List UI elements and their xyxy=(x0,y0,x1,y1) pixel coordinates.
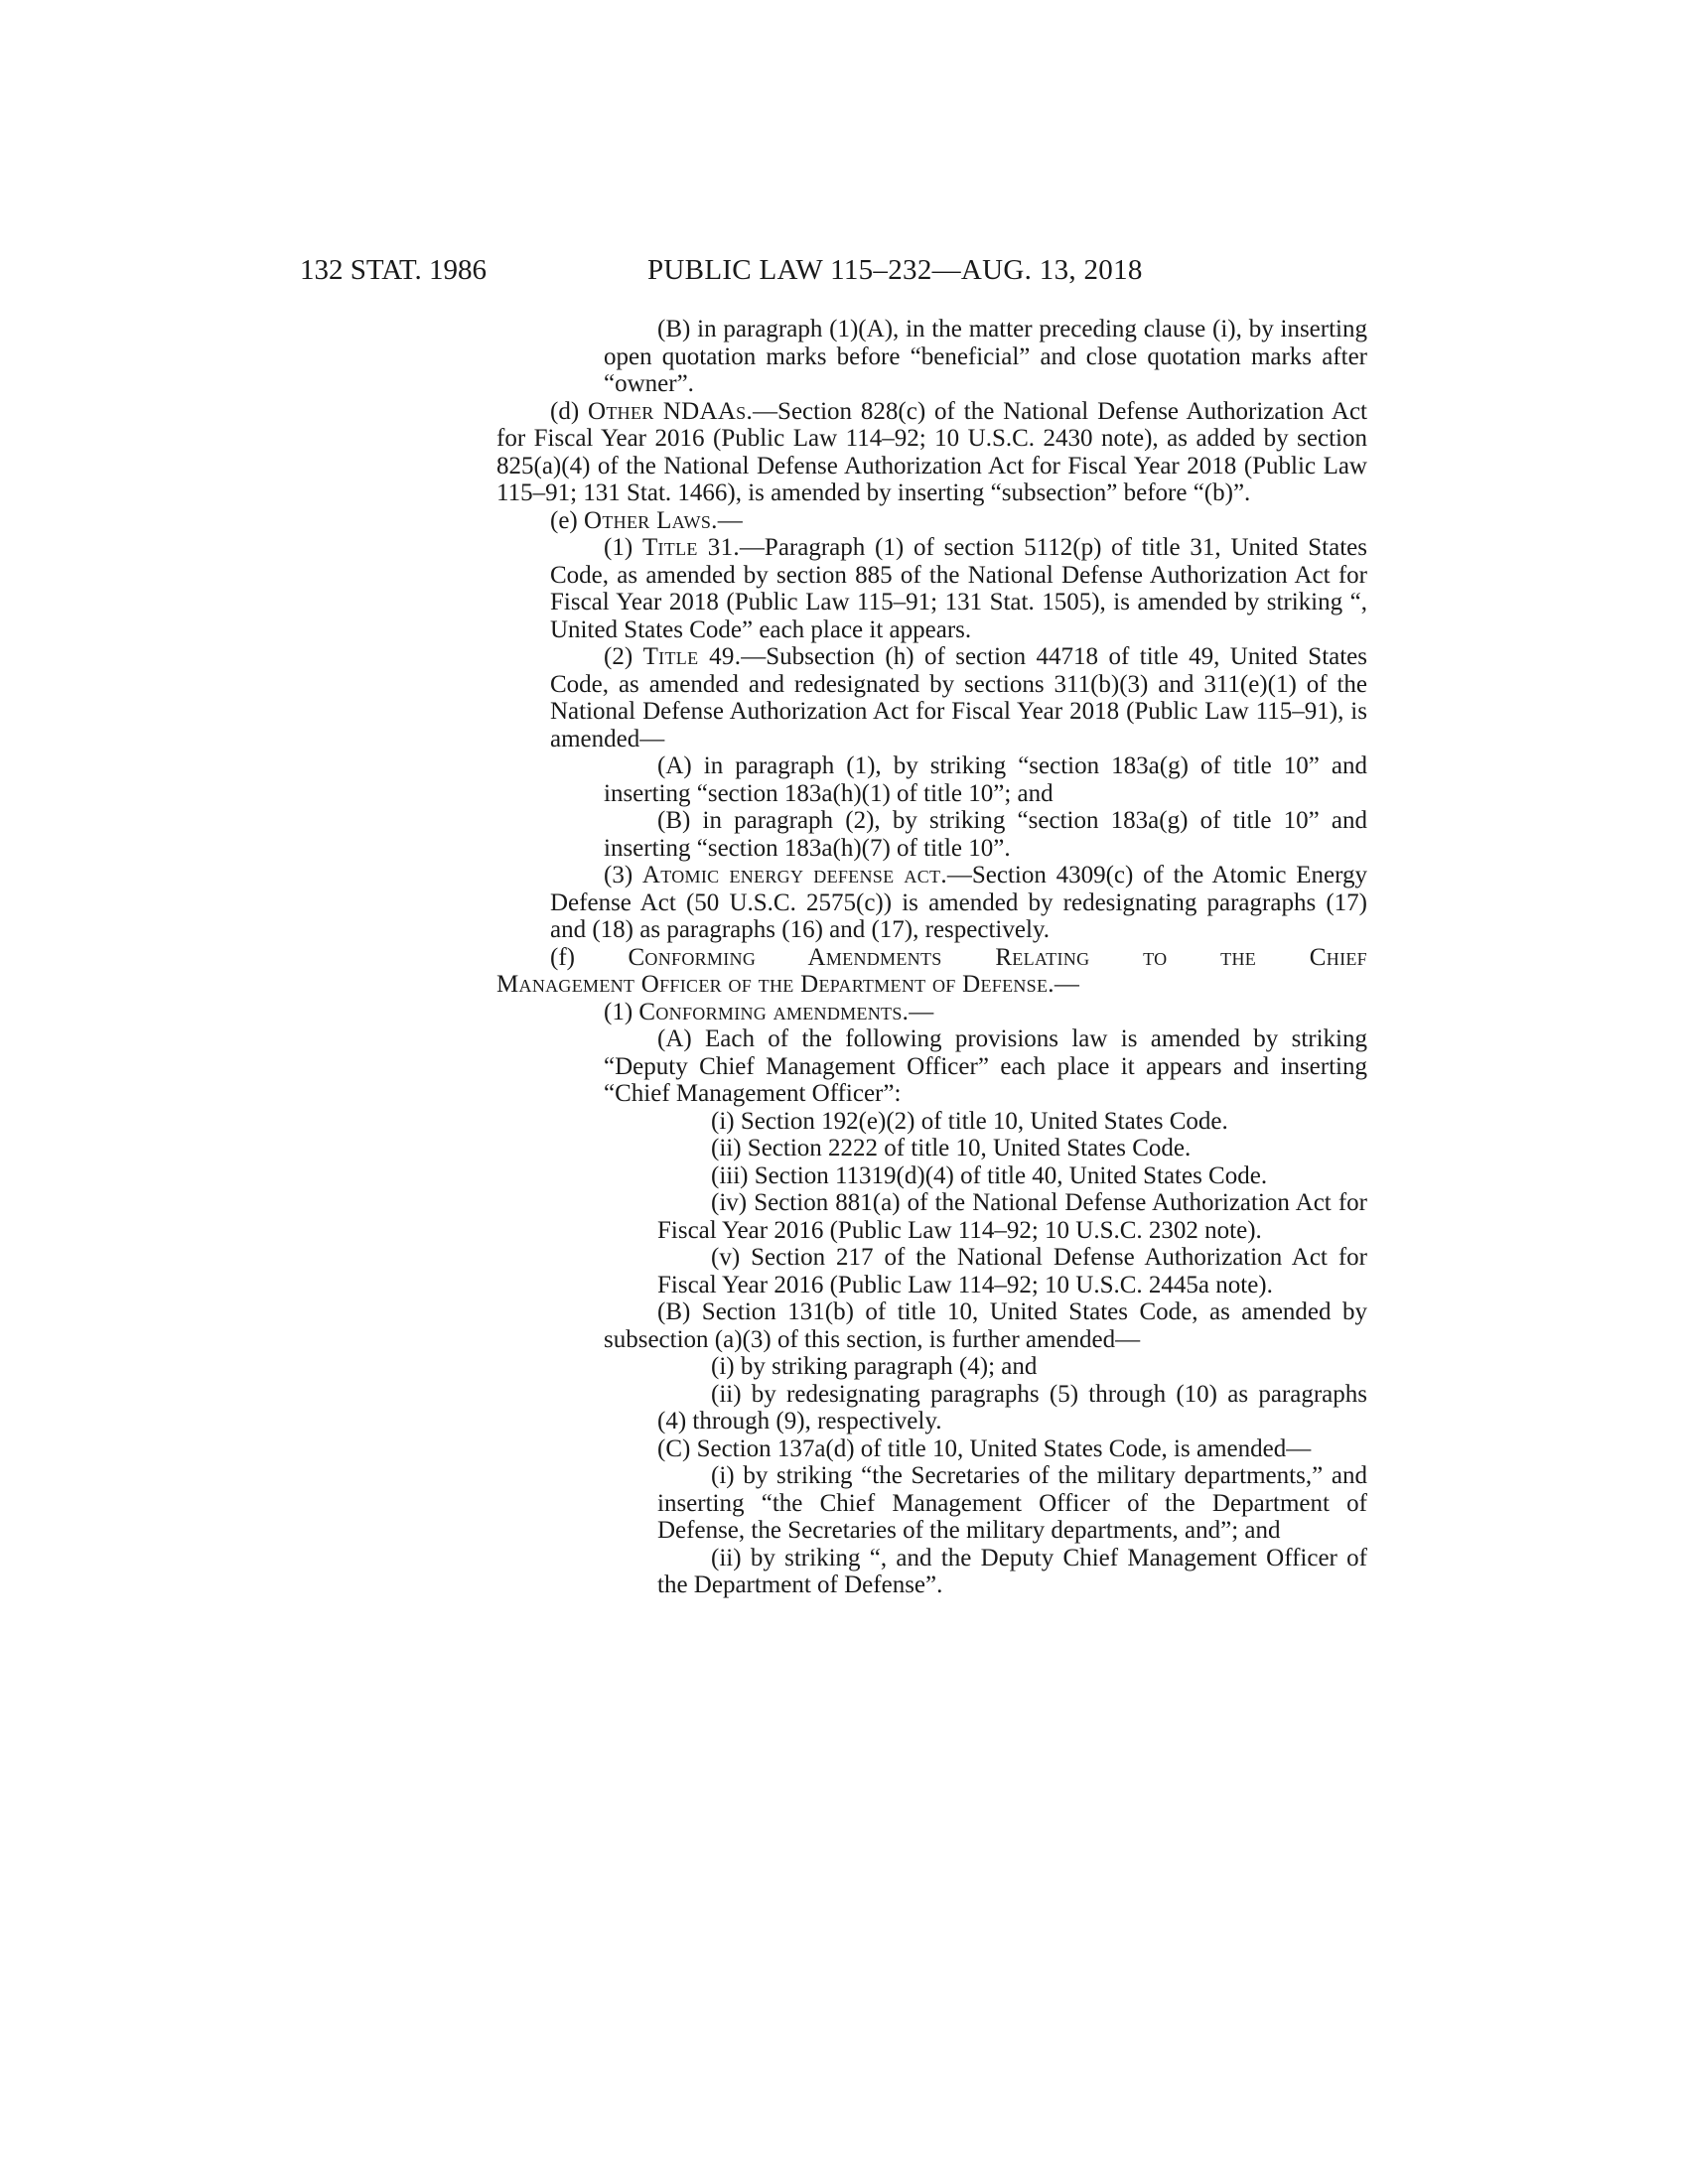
subsection-f-designator: (f) xyxy=(550,943,629,971)
paragraph-f1-designator: (1) xyxy=(604,998,639,1025)
paragraph-e3 xyxy=(496,862,1367,944)
paragraph-e2-heading: Title 49. xyxy=(642,643,742,670)
paragraph-e2-designator: (2) xyxy=(604,643,643,670)
paragraph-e3-text: —Section 4309(c) of the Atomic Energy Defense Act (50 U.S.C. 2575(c)) is amended by redesignating paragraphs (17) and (18) as paragraphs (16) and (17), respectively. xyxy=(550,862,1367,943)
subsection-d xyxy=(496,398,1367,507)
subsection-e xyxy=(496,507,1367,535)
subsection-e-designator: (e) xyxy=(550,506,584,534)
clause-f1a-iv: (iv) Section 881(a) of the National Defense Authorization Act for Fiscal Year 2016 (Public Law 114–92; 10 U.S.C. 2302 note). xyxy=(657,1189,1367,1244)
public-law-title: PUBLIC LAW 115–232—AUG. 13, 2018 xyxy=(647,254,1143,286)
paragraph-b-1a: (B) in paragraph (1)(A), in the matter preceding clause (i), by inserting open quotation marks before “beneficial” and close quotation marks after “owner”. xyxy=(604,316,1367,397)
clause-f1a-i: (i) Section 192(e)(2) of title 10, United States Code. xyxy=(711,1107,1228,1135)
subsection-f-line2 xyxy=(496,971,1367,999)
paragraph-e1 xyxy=(496,534,1367,643)
subsection-f-heading-line2: Management Officer of the Department of Defense. xyxy=(496,971,1055,998)
paragraph-e1-designator: (1) xyxy=(604,534,642,561)
paragraph-e3-heading: Atomic energy defense act. xyxy=(641,862,947,888)
subparagraph-f1a: (A) Each of the following provisions law is amended by striking “Deputy Chief Management Officer” each place it appears and inserting “Chief Management Officer”: xyxy=(604,1025,1367,1107)
statute-body xyxy=(496,316,1367,1599)
clause-f1b-ii: (ii) by redesignating paragraphs (5) through (10) as paragraphs (4) through (9), respectively. xyxy=(657,1380,1367,1434)
clause-f1b-i: (i) by striking paragraph (4); and xyxy=(711,1353,1038,1380)
subsection-d-designator: (d) xyxy=(550,397,589,425)
running-head xyxy=(300,250,1392,290)
clause-f1c-i: (i) by striking “the Secretaries of the military departments,” and inserting “the Chief Management Officer of the Department of Defense, the Secretaries of the military departments, and”; and xyxy=(657,1462,1367,1544)
statute-citation: 132 STAT. 1986 xyxy=(300,254,488,286)
paragraph-f1 xyxy=(496,999,1367,1026)
paragraph-e1-heading: Title 31. xyxy=(641,534,740,561)
subsection-d-heading: Other NDAAs. xyxy=(588,397,754,425)
subsection-e-heading: Other Laws. xyxy=(584,506,718,534)
clause-f1a-v: (v) Section 217 of the National Defense Authorization Act for Fiscal Year 2016 (Public Law 114–92; 10 U.S.C. 2445a note). xyxy=(657,1244,1367,1298)
clause-f1a-iii: (iii) Section 11319(d)(4) of title 40, United States Code. xyxy=(711,1161,1268,1189)
paragraph-f1-text: — xyxy=(909,998,934,1025)
paragraph-f1-heading: Conforming amendments. xyxy=(638,998,910,1025)
subsection-f-text: — xyxy=(1054,971,1079,998)
paragraph-e3-designator: (3) xyxy=(604,862,642,888)
paragraph-e2 xyxy=(496,643,1367,752)
paragraph-e2-text: —Subsection (h) of section 44718 of title 49, United States Code, as amended and redesignated by sections 311(b)(3) and 311(e)(1) of the National Defense Authorization Act for Fiscal Year 2018 (Public Law 115–91), is amended— xyxy=(550,643,1368,752)
subsection-d-text: —Section 828(c) of the National Defense Authorization Act for Fiscal Year 2016 (Public Law 114–92; 10 U.S.C. 2430 note), as added by section 825(a)(4) of the National Defense Authorization Act for Fiscal Year 2018 (Public Law 115–91; 131 Stat. 1466), is amended by inserting “subsection” before “(b)”. xyxy=(496,397,1367,506)
clause-f1a-ii: (ii) Section 2222 of title 10, United States Code. xyxy=(711,1135,1192,1161)
clause-f1c-ii: (ii) by striking “, and the Deputy Chief Management Officer of the Department of Defense”. xyxy=(657,1544,1367,1598)
subsection-e-text: — xyxy=(717,506,743,534)
subparagraph-f1c: (C) Section 137a(d) of title 10, United States Code, is amended— xyxy=(657,1434,1312,1462)
subsection-f-heading-line1: Conforming Amendments Relating to the Chief xyxy=(628,943,1367,971)
subparagraph-e2b: (B) in paragraph (2), by striking “section 183a(g) of title 10” and inserting “section 183a(h)(7) of title 10”. xyxy=(604,807,1367,862)
subparagraph-f1b: (B) Section 131(b) of title 10, United States Code, as amended by subsection (a)(3) of this section, is further amended— xyxy=(604,1298,1367,1353)
subparagraph-e2a: (A) in paragraph (1), by striking “section 183a(g) of title 10” and inserting “section 183a(h)(1) of title 10”; and xyxy=(604,752,1367,807)
subsection-f-line1 xyxy=(496,944,1367,972)
paragraph-e1-text: —Paragraph (1) of section 5112(p) of title 31, United States Code, as amended by section 885 of the National Defense Authorization Act for Fiscal Year 2018 (Public Law 115–91; 131 Stat. 1505), is amended by striking “, United States Code” each place it appears. xyxy=(550,534,1367,643)
